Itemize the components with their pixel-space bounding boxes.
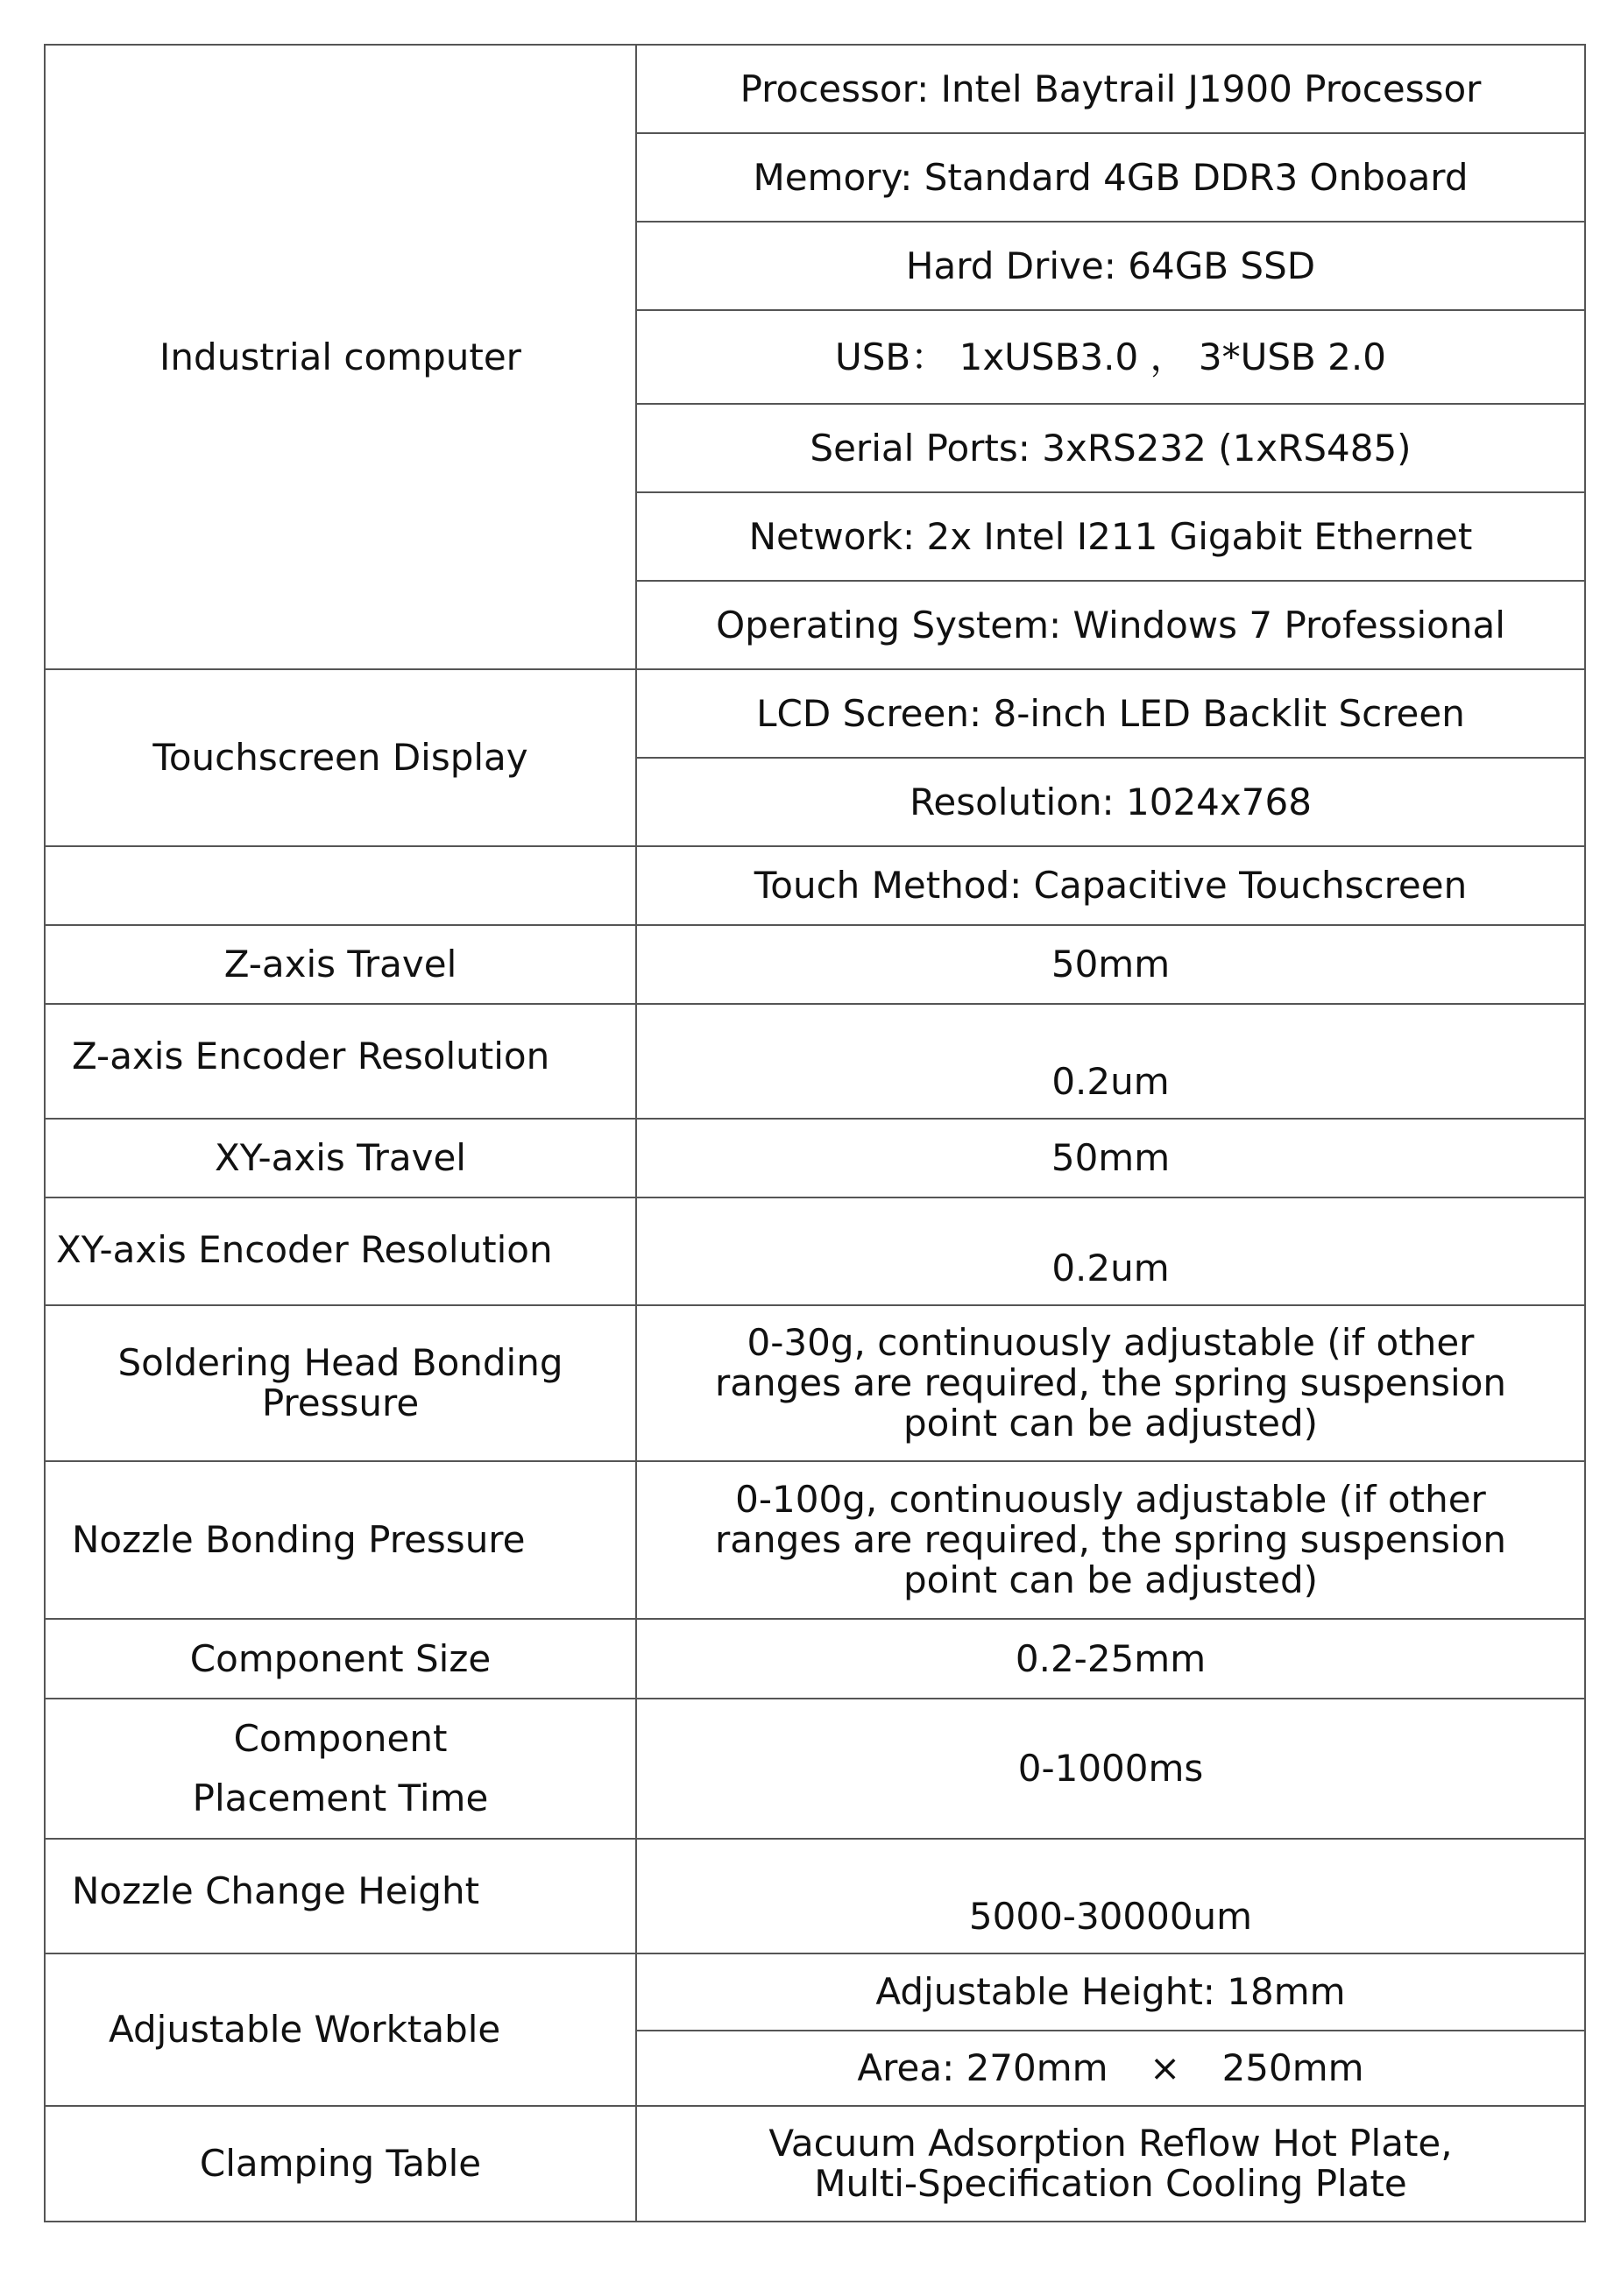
xy-encoder-value: 0.2um [636,1197,1585,1305]
table-row [45,45,1585,133]
worktable-height-value: Adjustable Height: 18mm [636,1953,1585,2031]
memory-value: Memory: Standard 4GB DDR3 Onboard [636,133,1585,222]
placement-time-value: 0-1000ms [636,1699,1585,1839]
table-row [45,846,1585,925]
worktable-area-value [636,2031,1585,2106]
nozzle-pressure-value-line3: point can be adjusted) [903,1558,1319,1601]
clamping-value [636,2106,1585,2222]
worktable-label: Adjustable Worktable [45,1953,636,2106]
placement-time-label-line1: Component [233,1717,448,1760]
clamping-value-line2: Multi-Specification Cooling Plate [814,2162,1407,2205]
serial-ports-value: Serial Ports: 3xRS232 (1xRS485) [636,404,1585,492]
clamping-value-line1: Vacuum Adsorption Reflow Hot Plate, [768,2122,1453,2165]
z-travel-value: 50mm [636,925,1585,1004]
table-row [45,1004,1585,1119]
table-row [45,1197,1585,1305]
usb-value: USB： 1xUSB3.0 ， 3*USB 2.0 [636,310,1585,404]
soldering-pressure-label-line2: Pressure [261,1381,420,1424]
network-value: Network: 2x Intel I211 Gigabit Ethernet [636,492,1585,581]
nozzle-pressure-value-line2: ranges are required, the spring suspension [714,1518,1507,1561]
nozzle-pressure-label: Nozzle Bonding Pressure [45,1461,636,1619]
table-row [45,1305,1585,1461]
placement-time-label [45,1699,636,1839]
z-encoder-label: Z-axis Encoder Resolution [45,1004,636,1119]
times-icon: × [1149,2046,1181,2089]
soldering-pressure-label-line1: Soldering Head Bonding [117,1341,563,1384]
hard-drive-value: Hard Drive: 64GB SSD [636,222,1585,310]
xy-travel-label: XY-axis Travel [45,1119,636,1197]
soldering-pressure-value-line2: ranges are required, the spring suspension [714,1361,1507,1404]
area-suffix: 250mm [1221,2046,1364,2089]
clamping-label: Clamping Table [45,2106,636,2222]
soldering-pressure-value [636,1305,1585,1461]
xy-travel-value: 50mm [636,1119,1585,1197]
soldering-pressure-value-line3: point can be adjusted) [903,1402,1319,1445]
table-row [45,925,1585,1004]
touch-method-value: Touch Method: Capacitive Touchscreen [636,846,1585,925]
z-travel-label: Z-axis Travel [45,925,636,1004]
table-row [45,1619,1585,1699]
empty-label-cell [45,846,636,925]
component-size-label: Component Size [45,1619,636,1699]
table-row [45,1839,1585,1953]
resolution-value: Resolution: 1024x768 [636,758,1585,846]
placement-time-label-line2: Placement Time [192,1777,489,1819]
component-size-value: 0.2-25mm [636,1619,1585,1699]
table-row [45,1953,1585,2031]
table-row [45,1461,1585,1619]
os-value: Operating System: Windows 7 Professional [636,581,1585,669]
nozzle-height-label: Nozzle Change Height [45,1839,636,1953]
soldering-pressure-value-line1: 0-30g, continuously adjustable (if other [747,1321,1475,1364]
table-row [45,1699,1585,1839]
soldering-pressure-label [45,1305,636,1461]
table-row [45,2106,1585,2222]
xy-encoder-label: XY-axis Encoder Resolution [45,1197,636,1305]
table-row [45,669,1585,758]
lcd-value: LCD Screen: 8-inch LED Backlit Screen [636,669,1585,758]
z-encoder-value: 0.2um [636,1004,1585,1119]
nozzle-height-value: 5000-30000um [636,1839,1585,1953]
spec-table [44,44,1586,2222]
area-prefix: Area: 270mm [857,2046,1108,2089]
nozzle-pressure-value [636,1461,1585,1619]
table-row [45,1119,1585,1197]
industrial-computer-label: Industrial computer [45,45,636,669]
processor-value: Processor: Intel Baytrail J1900 Processor [636,45,1585,133]
touchscreen-label: Touchscreen Display [45,669,636,846]
nozzle-pressure-value-line1: 0-100g, continuously adjustable (if other [735,1478,1486,1521]
